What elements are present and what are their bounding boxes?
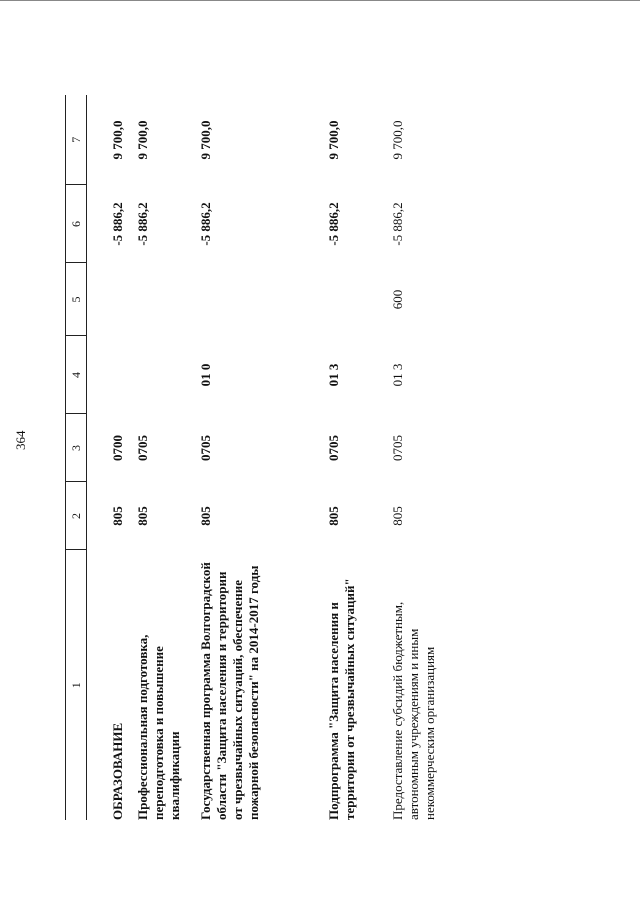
page-number: 364	[13, 430, 28, 450]
cell-section: 0700	[110, 435, 125, 461]
row-name: Государственная программа Волгоградской области "Защита населения и территории от чрезвычайных ситуаций, обеспечение пожарной безопасности" на 2014-2017 годы	[198, 562, 261, 820]
cell-section: 0705	[135, 435, 150, 461]
cell-target: 01 0	[198, 363, 213, 387]
cell-total: 9 700,0	[135, 120, 150, 160]
cell-ved: 805	[390, 506, 405, 526]
cell-expense-type: 600	[390, 289, 405, 310]
column-header: 6	[66, 185, 87, 263]
cell-change: -5 886,2	[135, 202, 150, 246]
table-row	[110, 95, 135, 820]
cell-ved: 805	[198, 506, 213, 526]
cell-expense-type	[135, 263, 198, 336]
row-name: Предоставление субсидий бюджетным, автономным учреждениям и иным некоммерческим организациям	[390, 601, 437, 820]
cell-total: 9 700,0	[198, 120, 213, 160]
column-header: 1	[66, 550, 87, 820]
cell-change: -5 886,2	[110, 202, 125, 246]
cell-total: 9 700,0	[390, 120, 405, 160]
cell-total: 9 700,0	[110, 120, 125, 160]
header-row	[66, 95, 87, 820]
table-row	[326, 95, 390, 820]
column-header: 3	[66, 414, 87, 482]
cell-section: 0705	[198, 435, 213, 461]
top-rule	[0, 0, 640, 1]
cell-ved: 805	[135, 506, 150, 526]
cell-expense-type	[326, 263, 390, 336]
cell-expense-type	[198, 263, 326, 336]
cell-expense-type	[110, 263, 135, 336]
column-header: 4	[66, 336, 87, 414]
cell-section: 0705	[390, 435, 405, 461]
cell-change: -5 886,2	[390, 202, 405, 246]
cell-change: -5 886,2	[198, 202, 213, 246]
cell-section: 0705	[326, 435, 341, 461]
column-header: 7	[66, 95, 87, 185]
cell-ved: 805	[326, 506, 341, 526]
row-name: Подпрограмма "Защита населения и территории от чрезвычайных ситуаций"	[326, 578, 357, 820]
cell-target	[135, 336, 198, 414]
column-header: 2	[66, 482, 87, 550]
cell-target	[110, 336, 135, 414]
row-name: Профессиональная подготовка, переподготовка и повышение квалификации	[135, 634, 182, 820]
budget-table	[65, 95, 460, 820]
cell-ved: 805	[110, 506, 125, 526]
rotated-page	[0, 90, 640, 905]
cell-total: 9 700,0	[326, 120, 341, 160]
spacer-row	[87, 95, 111, 820]
row-name: ОБРАЗОВАНИЕ	[110, 722, 125, 820]
cell-change: -5 886,2	[326, 202, 341, 246]
cell-target: 01 3	[326, 363, 341, 387]
table-row	[135, 95, 198, 820]
table-row	[198, 95, 326, 820]
column-header: 5	[66, 263, 87, 336]
table-row	[390, 95, 460, 820]
cell-target: 01 3	[390, 363, 405, 387]
